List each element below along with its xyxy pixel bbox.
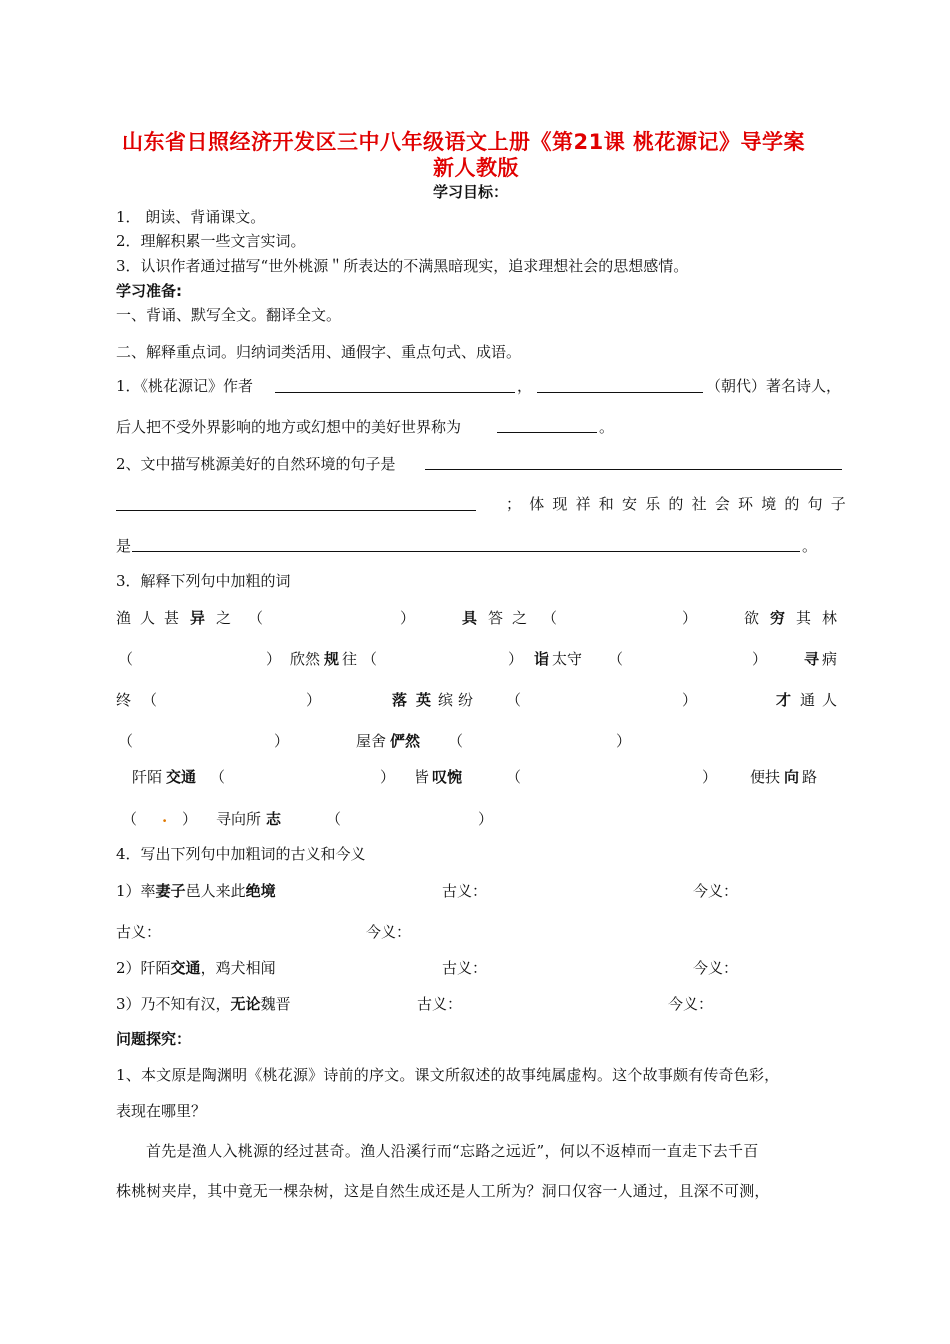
q3-row4: （ ） 屋舍 俨然 （ ） bbox=[118, 732, 632, 750]
q4-2-gu: 古义： bbox=[442, 959, 488, 977]
bold-word: 穷 bbox=[770, 609, 786, 627]
bold-word: 才 bbox=[776, 691, 792, 709]
q2-end: 。 bbox=[802, 537, 818, 555]
bold-word: 具 bbox=[462, 609, 478, 627]
bold-word: 俨然 bbox=[390, 732, 421, 750]
bold-word: 异 bbox=[190, 609, 206, 627]
q2-blank-nature-2[interactable] bbox=[116, 510, 476, 511]
orange-dot: . bbox=[162, 808, 168, 826]
q4-1b-jin: 今义： bbox=[366, 923, 412, 941]
q4-3-gu: 古义： bbox=[417, 995, 463, 1013]
q1-end: 。 bbox=[599, 418, 615, 436]
q4-3-jin: 今义： bbox=[668, 995, 714, 1013]
q3-row3: 终 （ ） 落 英 缤 纷 （ ） 才 通 人 bbox=[116, 691, 838, 709]
prep-p2: 二、解释重点词。归纳词类活用、通假字、重点句式、成语。 bbox=[116, 343, 522, 361]
page-subtitle: 新人教版 bbox=[433, 156, 519, 180]
bold-word: 落 bbox=[392, 691, 408, 709]
q1-text-a: 1．《桃花源记》作者 bbox=[116, 377, 254, 395]
explore-a1-line1: 首先是渔人入桃源的经过甚奇。渔人沿溪行而“忘路之远近”，何以不返棹而一直走下去千百 bbox=[146, 1142, 759, 1160]
goal-item-1: 1． 朗读、背诵课文。 bbox=[116, 208, 266, 226]
q1-blank-name[interactable] bbox=[497, 432, 597, 433]
bold-word: 绝境 bbox=[245, 882, 276, 900]
bold-word: 规 bbox=[324, 650, 340, 668]
prep-p1: 一、背诵、默写全文。翻译全文。 bbox=[116, 306, 342, 324]
bold-word: 交通 bbox=[170, 959, 201, 977]
q4-heading: 4．写出下列句中加粗词的古义和今义 bbox=[116, 845, 366, 863]
bold-word: 志 bbox=[266, 810, 282, 828]
q2-blank-nature-1[interactable] bbox=[425, 469, 842, 470]
q3-row5: 阡陌 交通 （ ） 皆 叹惋 （ ） 便扶 向 路 bbox=[132, 768, 818, 786]
prep-heading: 学习准备: bbox=[116, 282, 182, 300]
q4-1-gu: 古义： bbox=[442, 882, 488, 900]
bold-word: 妻子 bbox=[155, 882, 186, 900]
bold-word: 向 bbox=[784, 768, 800, 786]
q3-row6: （ . ） 寻向所 志 （ ） bbox=[122, 808, 494, 828]
q4-item-3: 3）乃不知有汉，无论魏晋 bbox=[116, 995, 291, 1013]
q2-text-c: 是 bbox=[116, 537, 132, 555]
bold-word: 叹惋 bbox=[432, 768, 463, 786]
bold-word: 寻 bbox=[804, 650, 820, 668]
q4-item-1: 1）率妻子邑人来此绝境 bbox=[116, 882, 276, 900]
q1-comma: ， bbox=[517, 377, 533, 395]
explore-heading: 问题探究： bbox=[116, 1030, 192, 1048]
q4-1b-gu: 古义： bbox=[116, 923, 162, 941]
bold-word: 英 bbox=[416, 691, 432, 709]
goal-item-2: 2．理解积累一些文言实词。 bbox=[116, 232, 306, 250]
explore-q1-line1: 1、本文原是陶渊明《桃花源》诗前的序文。课文所叙述的故事纯属虚构。这个故事颇有传奇色彩， bbox=[116, 1066, 780, 1084]
bold-word: 交通 bbox=[166, 768, 197, 786]
q1-text-c: 后人把不受外界影响的地方或幻想中的美好世界称为 bbox=[116, 418, 462, 436]
q1-text-b: （朝代）著名诗人， bbox=[706, 377, 842, 395]
bold-word: 无论 bbox=[230, 995, 261, 1013]
q4-2-jin: 今义： bbox=[693, 959, 739, 977]
q3-row1: 渔 人 甚 异 之 （ ） 具 答 之 （ ） 欲 穷 其 林 bbox=[116, 609, 838, 627]
q3-row2: （ ） 欣然 规 往 （ ） 诣 太守 （ ） 寻 病 bbox=[118, 650, 838, 668]
q2-text-a: 2、文中描写桃源美好的自然环境的句子是 bbox=[116, 455, 396, 473]
q2-blank-society[interactable] bbox=[132, 551, 800, 552]
explore-a1-line2: 株桃树夹岸，其中竟无一棵杂树，这是自然生成还是人工所为？洞口仅容一人通过，且深不可测， bbox=[116, 1182, 770, 1200]
explore-q1-line2: 表现在哪里？ bbox=[116, 1102, 207, 1120]
goals-heading: 学习目标： bbox=[433, 183, 509, 201]
page-title: 山东省日照经济开发区三中八年级语文上册《第21课 桃花源记》导学案 bbox=[122, 130, 806, 154]
bold-word: 诣 bbox=[534, 650, 550, 668]
q1-blank-author[interactable] bbox=[275, 392, 515, 393]
q4-1-jin: 今义： bbox=[693, 882, 739, 900]
q4-item-2: 2）阡陌交通，鸡犬相闻 bbox=[116, 959, 276, 977]
goal-item-3: 3．认识作者通过描写“世外桃源＂所表达的不满黑暗现实，追求理想社会的思想感情。 bbox=[116, 257, 689, 275]
q2-text-b: ；体现祥和安乐的社会环境的句子 bbox=[506, 495, 855, 513]
q3-heading: 3．解释下列句中加粗的词 bbox=[116, 572, 291, 590]
q1-blank-dynasty[interactable] bbox=[537, 392, 703, 393]
